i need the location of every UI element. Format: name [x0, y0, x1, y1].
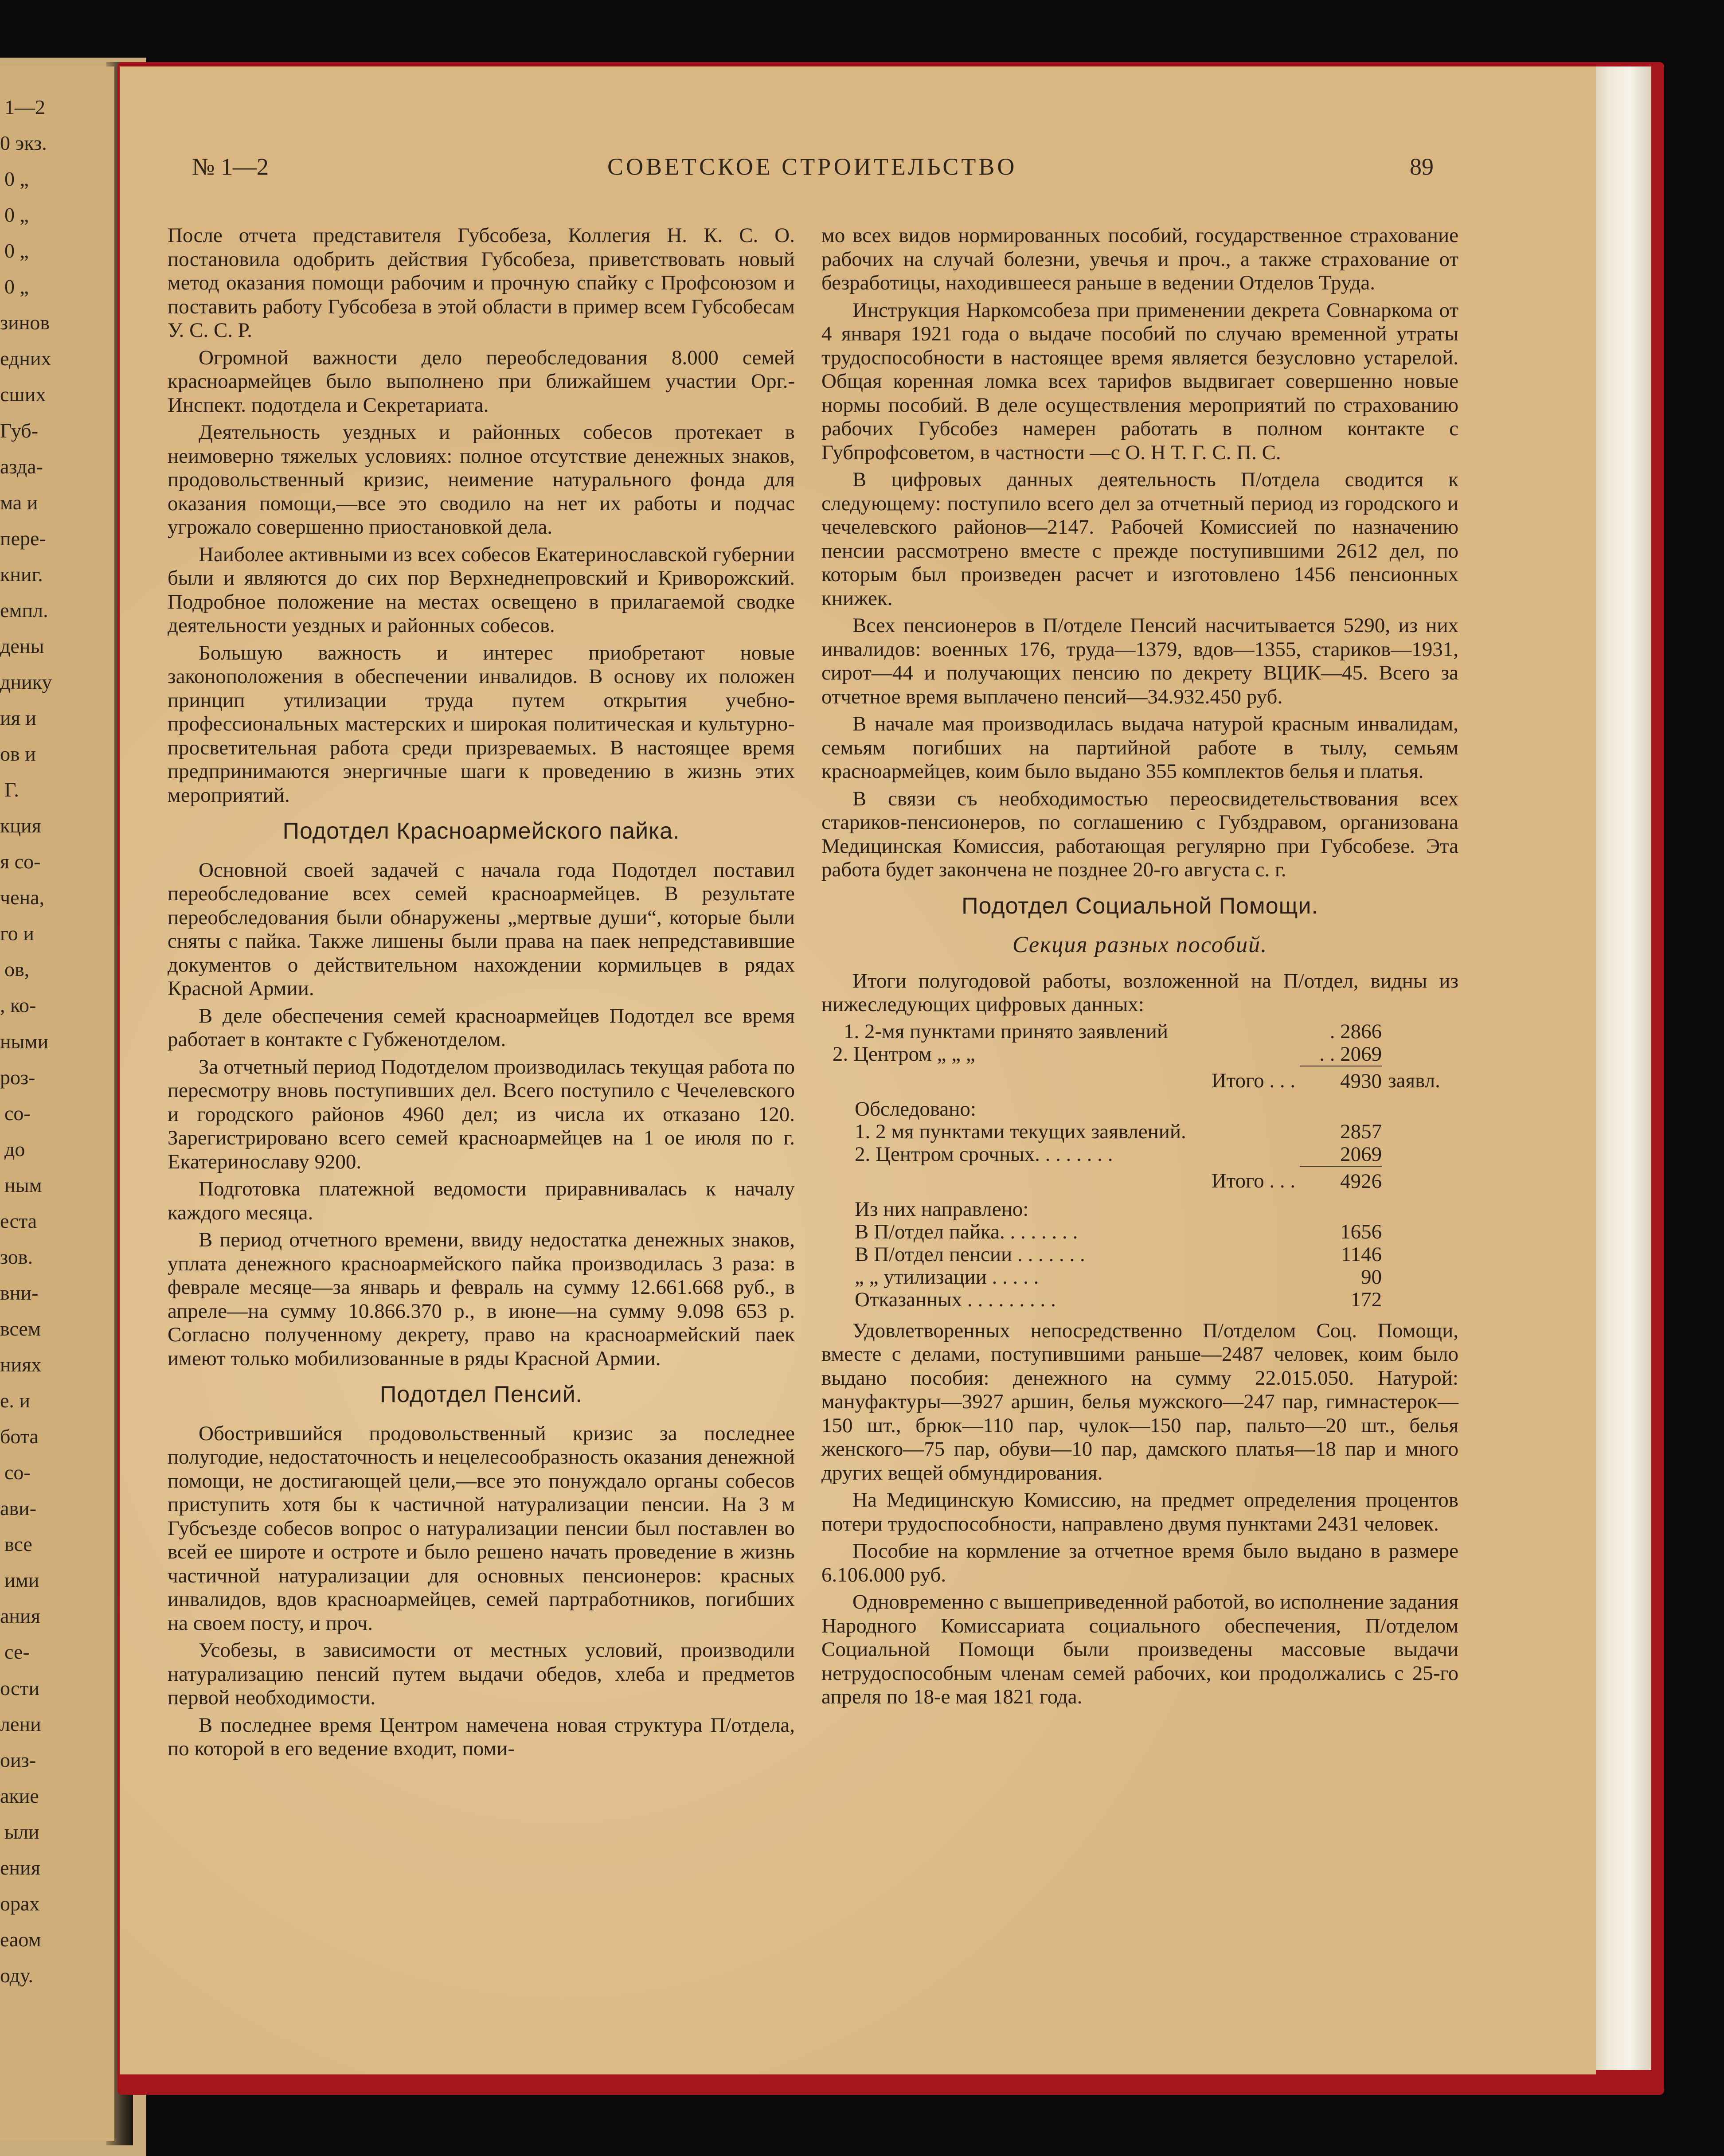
total-row	[821, 1066, 1458, 1093]
left-page-fragment: ма и	[0, 491, 38, 514]
paragraph: Одновременно с вышеприведенной работой, во исполнение задания Народного Комиссариата социального обеспечения, П/отделом Социальной Помощи были произведены массовые выдачи нетрудоспособным членам семей рабочих, кои продолжались с 25-го апреля по 18-е мая 1821 года.	[821, 1590, 1458, 1708]
left-page-fragment: ения	[0, 1856, 40, 1879]
total-value: 4926	[1340, 1169, 1382, 1193]
left-page-fragment: ыли	[4, 1820, 39, 1843]
paragraph: В цифровых данных деятельность П/отдела сводится к следующему: поступило всего дел за отчетный период из городского и чечелевского районов—2147. Рабочей Комиссией по назначению пенсии рассмотрено вместе с прежде поступившими 2612 дел, по которым был произведен расчет и изготовлено 1456 пенсионных книжек.	[821, 468, 1458, 610]
paragraph: мо всех видов нормированных пособий, государственное страхование рабочих на случай болезни, увечья и проч., а также страхование от безработицы, находившееся раньше в ведении Отделов Труда.	[821, 224, 1458, 294]
left-page-fragment: 1—2	[4, 96, 45, 118]
paragraph: Всех пенсионеров в П/отделе Пенсий насчитывается 5290, из них инвалидов: военных 176, труда—1379, вдов—1355, стариков—1931, сирот—44 и получающих пенсию по декрету ВЦИК—45. Всего за отчетное время выплачено пенсий—34.932.450 руб.	[821, 614, 1458, 708]
paragraph: В связи съ необходимостью переосвидетельствования всех стариков-пенсионеров, по соглашению с Губздравом, организована Медицинская Комиссия, работающая регулярно при Губсобезе. Эта работа будет закончена не позднее 20-го августа с. г.	[821, 787, 1458, 881]
section-heading-pension: Подотдел Пенсий.	[379, 1382, 583, 1407]
left-page-edge	[0, 66, 114, 2141]
paragraph: Удовлетворенных непосредственно П/отделом Соц. Помощи, вместе с делами, поступившими раньше—2487 человек, коим было выдано пособия: денежного на сумму 22.015.050. Натурой: мануфактуры—3927 аршин, белья мужского—247 пар, гимнастерок—150 шт., брюк—110 пар, чулок—150 пар, пальто—20 шт., белья женского—75 пар, обуви—10 пар, дамского платья—18 пар и много других вещей обмундирования.	[821, 1319, 1458, 1484]
left-page-fragment: е. и	[0, 1389, 31, 1412]
left-page-fragment: емпл.	[0, 599, 48, 621]
left-page-fragment: ими	[4, 1569, 39, 1591]
left-page-fragment: 0 „	[4, 275, 29, 298]
row-value: 90	[1361, 1265, 1382, 1289]
left-page-fragment: со-	[4, 1102, 31, 1125]
table-row	[821, 1121, 1458, 1143]
left-page-fragment: ниях	[0, 1353, 42, 1376]
row-label: В П/отдел пенсии . . . . . . .	[855, 1242, 1085, 1266]
row-label: 2. Центром срочных. . . . . . . .	[855, 1142, 1113, 1166]
left-page-fragment: акие	[0, 1785, 39, 1807]
left-page-fragment: чена,	[0, 886, 45, 909]
left-page-fragment: лени	[0, 1713, 41, 1735]
table-row	[821, 1020, 1458, 1043]
left-page-fragment: , ко-	[0, 994, 36, 1016]
left-page-fragment: Г.	[4, 778, 19, 801]
left-page-fragment: я со-	[0, 850, 41, 873]
left-page-fragment: ным	[4, 1174, 42, 1196]
left-page-fragment: оиз-	[0, 1749, 36, 1771]
paragraph: Пособие на кормление за отчетное время было выдано в размере 6.106.000 руб.	[821, 1539, 1458, 1586]
table-row	[821, 1243, 1458, 1266]
left-page-fragment: го и	[0, 922, 34, 945]
paragraph: Усобезы, в зависимости от местных условий, производили натурализацию пенсий путем выдачи обедов, хлеба и предметов первой необходимости.	[168, 1639, 795, 1709]
table-row	[821, 1289, 1458, 1311]
left-page-fragment: кция	[0, 814, 41, 837]
left-column	[168, 224, 795, 1765]
table-subhead: Из них направлено:	[855, 1197, 1029, 1221]
left-page-fragment: книг.	[0, 563, 43, 586]
paragraph: Огромной важности дело переобследования 8.000 семей красноармейцев было выполнено при ближайшем участии Орг.-Инспект. подотдела и Секретариата.	[168, 346, 795, 417]
left-page-fragment: 0 экз.	[0, 132, 47, 154]
total-unit: заявл.	[1388, 1069, 1440, 1092]
right-column	[821, 224, 1458, 1713]
left-page-fragment: ости	[0, 1677, 40, 1699]
paragraph: Деятельность уездных и районных собесов протекает в неимоверно тяжелых условиях: полное отсутствие денежных знаков, продовольственный кризис, неимение натурального фонда для оказания помощи,—все это сводило на нет их работы и подчас угрожало совершенно приостановкой дела.	[168, 421, 795, 539]
left-page-fragment: бота	[0, 1425, 39, 1448]
left-page-fragment: до	[4, 1138, 25, 1160]
left-page-fragment: зинов	[0, 311, 50, 334]
left-page-fragment: Губ-	[0, 419, 38, 442]
left-page-fragment: ия и	[0, 707, 36, 729]
left-page-fragment: ания	[0, 1605, 40, 1627]
left-page-fragment: оду.	[0, 1964, 33, 1987]
left-page-fragment: ов,	[4, 958, 30, 980]
left-page-fragment: азда-	[0, 455, 43, 478]
paragraph: За отчетный период Подотделом производилась текущая работа по пересмотру вновь поступивших дел. Всего поступило с Чечелевского и городского районов 4960 дел; из числа их отказано 120. Зарегистрировано всего семей красноармейцев на 1 ое июля по г. Екатеринославу 9200.	[168, 1055, 795, 1173]
left-page-fragment: всем	[0, 1317, 41, 1340]
left-page-fragment: ными	[0, 1030, 49, 1053]
paragraph: Итоги полугодовой работы, возложенной на П/отдел, видны из нижеследующих цифровых данных:	[821, 969, 1458, 1016]
row-label: 2. Центром „ „ „	[833, 1042, 975, 1066]
paragraph: Обострившийся продовольственный кризис за последнее полугодие, недостаточность и нецелесообразность оказания денежной помощи, не достигающей цели,—все это понуждало органы собесов приступить хотя бы к частичной натурализации пенсии. На 3 м Губсъезде собесов вопрос о натурализации пенсии был поставлен во всей ее широте и остроте и было решено начать проведение в жизнь частичной натурализации для основных пенсионеров: красных инвалидов, вдов красноармейцев, семей партработников, погибших на своем посту, и проч.	[168, 1422, 795, 1635]
total-value: 4930	[1340, 1069, 1382, 1093]
table-row	[821, 1143, 1458, 1166]
left-page-fragment: роз-	[0, 1066, 35, 1089]
row-value: 2069	[1300, 1143, 1382, 1166]
row-value: 2857	[1340, 1120, 1382, 1143]
total-label: Итого . . .	[1211, 1169, 1296, 1192]
page-number: 89	[1410, 153, 1434, 180]
table-row	[821, 1266, 1458, 1289]
paragraph: Наиболее активными из всех собесов Екатеринославской губернии были и являются до сих пор Верхнеднепровский и Криворожский. Подробное положение на местах освещено в прилагаемой сводке деятельности уездных и районных собесов.	[168, 543, 795, 637]
left-page-fragment: 0 „	[4, 168, 29, 190]
left-page-fragment: зов.	[0, 1246, 33, 1268]
table-row	[821, 1043, 1458, 1066]
table-subhead: Обследовано:	[855, 1097, 976, 1121]
left-page-fragment: со-	[4, 1461, 31, 1484]
paragraph: В период отчетного времени, ввиду недостатка денежных знаков, уплата денежного красноармейского пайка производилась 3 раза: в феврале месяце—за январь и февраль на сумму 12.661.668 руб., в апреле—на сумму 10.866.370 р., в июне—на сумму 9.098 653 р. Согласно полученному декрету, право на красноармейский паек имеют только мобилизованные в ряды Красной Армии.	[168, 1228, 795, 1370]
paragraph: В деле обеспечения семей красноармейцев Подотдел все время работает в контакте с Губженотделом.	[168, 1004, 795, 1051]
row-value: 1146	[1341, 1242, 1382, 1266]
total-row	[821, 1166, 1458, 1193]
left-page-fragment: все	[4, 1533, 32, 1555]
table-row	[821, 1221, 1458, 1243]
left-page-fragment: орах	[0, 1892, 40, 1915]
left-page-fragment: еста	[0, 1210, 37, 1232]
left-page-fragment: 0 „	[4, 239, 29, 262]
left-page-fragment: вни-	[0, 1281, 39, 1304]
row-value: 1656	[1340, 1220, 1382, 1243]
issue-number: № 1—2	[192, 153, 269, 180]
total-label: Итого . . .	[1211, 1069, 1296, 1092]
left-page-fragment: дены	[0, 635, 44, 657]
left-page-fragment: се-	[4, 1640, 30, 1663]
left-page-fragment: днику	[0, 671, 52, 693]
paragraph: На Медицинскую Комиссию, на предмет определения процентов потери трудоспособности, направлено двумя пунктами 2431 человек.	[821, 1488, 1458, 1535]
row-value: 172	[1350, 1288, 1382, 1311]
row-value: . 2866	[1329, 1019, 1382, 1043]
left-page-fragment: еаом	[0, 1928, 41, 1951]
left-page-fragment: ави-	[0, 1497, 37, 1519]
row-label: 1. 2-мя пунктами принято заявлений	[844, 1019, 1169, 1043]
statistics-table	[821, 1020, 1458, 1311]
section-heading-ration: Подотдел Красноармейского пайка.	[282, 818, 680, 844]
section-heading-social: Подотдел Социальной Помощи.	[962, 893, 1318, 919]
left-page-fragment: ов и	[0, 742, 36, 765]
paragraph: Основной своей задачей с начала года Подотдел поставил переобследование всех семей красноармейцев. В результате переобследования были обнаружены „мертвые души“, которые были сняты с пайка. Также лишены были права на паек непредставившие документов о действительном нахождении кормильцев в рядах Красной Армии.	[168, 858, 795, 1000]
left-page-fragment: пере-	[0, 527, 46, 550]
paragraph: Подготовка платежной ведомости приравнивалась к началу каждого месяца.	[168, 1177, 795, 1224]
left-page-fragment: едних	[0, 347, 51, 370]
left-page-fragment: сших	[0, 383, 46, 406]
paragraph: Большую важность и интерес приобретают новые законоположения в обеспечении инвалидов. В основу их положен принцип утилизации труда путем открытия учебно-профессиональных мастерских и широкая политическая и культурно-просветительная работа среди призреваемых. В настоящее время предпринимаются энергичные шаги к проведению в жизнь этих мероприятий.	[168, 641, 795, 807]
subsection-heading: Секция разных пособий.	[1012, 932, 1268, 957]
left-page-fragment: 0 „	[4, 203, 29, 226]
paragraph: Инструкция Наркомсобеза при применении декрета Совнаркома от 4 января 1921 года о выдаче пособий по случаю временной утраты трудоспособности в настоящее время является безусловно устарелой. Общая коренная ломка всех тарифов выдвигает совершенно новые нормы пособий. В деле осуществления мероприятий по страхованию рабочих Губсобез намерен работать в полном контакте с Губпрофсоветом, в частности —с О. Н Т. Г. С. П. С.	[821, 298, 1458, 464]
paragraph: После отчета представителя Губсобеза, Коллегия Н. К. С. О. постановила одобрить действия Губсобеза, приветствовать новый метод оказания помощи рабочим и прочную спайку с Профсоюзом и поставить работу Губсобеза в этой области в пример всем Губсобесам У. С. С. Р.	[168, 224, 795, 342]
row-label: „ „ утилизации . . . . .	[855, 1265, 1039, 1289]
journal-title: СОВЕТСКОЕ СТРОИТЕЛЬСТВО	[607, 153, 1017, 180]
row-label: 1. 2 мя пунктами текущих заявлений.	[855, 1120, 1186, 1143]
row-value: . . 2069	[1300, 1043, 1382, 1066]
paragraph: В начале мая производилась выдача натурой красным инвалидам, семьям погибших на партийной работе в тылу, семьям красноармейцев, коим было выдано 355 комплектов белья и платья.	[821, 712, 1458, 783]
row-label: В П/отдел пайка. . . . . . . .	[855, 1220, 1078, 1243]
paragraph: В последнее время Центром намечена новая структура П/отдела, по которой в его ведение входит, поми-	[168, 1713, 795, 1760]
row-label: Отказанных . . . . . . . . .	[855, 1288, 1056, 1311]
